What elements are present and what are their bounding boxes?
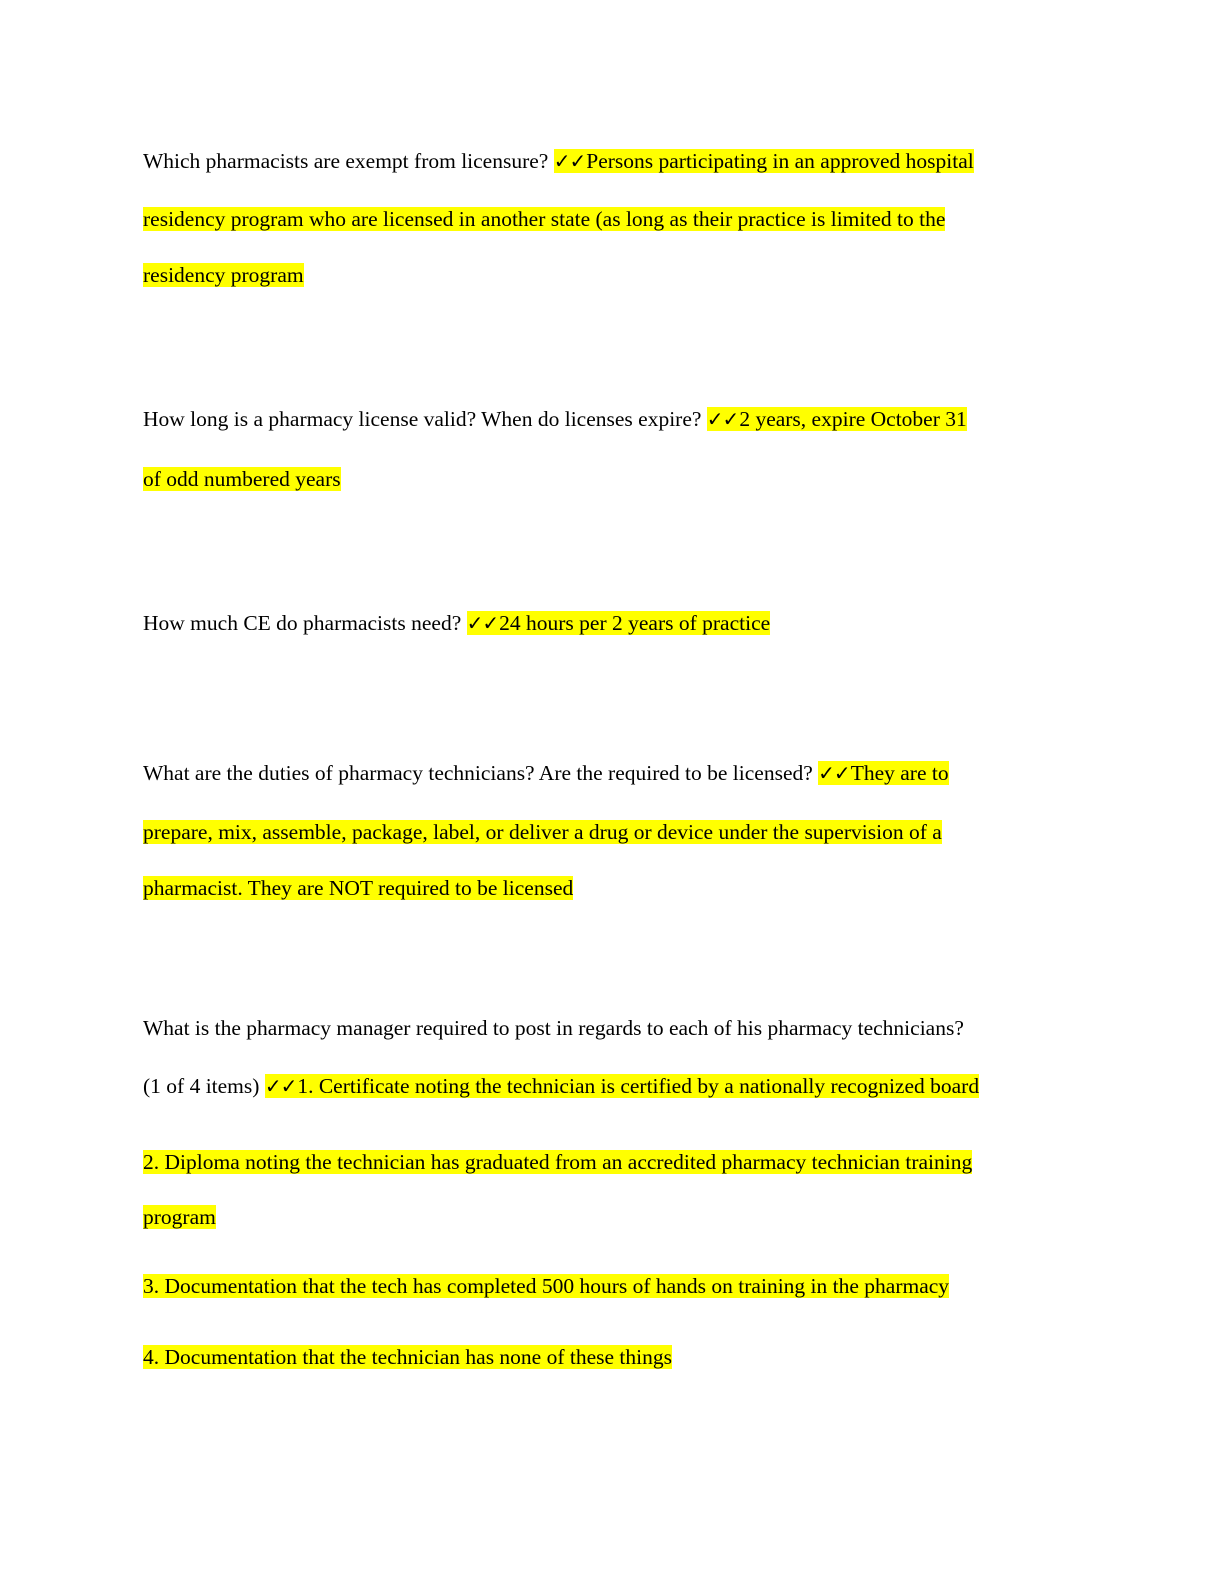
answer-text: 24 hours per 2 years of practice <box>499 611 771 635</box>
qa-3-line-1 <box>143 608 770 638</box>
answer-text: 4. Documentation that the technician has none of these things <box>143 1345 672 1369</box>
answer-text: prepare, mix, assemble, package, label, or deliver a drug or device under the supervision of a <box>143 820 942 844</box>
qa-1-line-2 <box>143 204 945 234</box>
question-text: Which pharmacists are exempt from licensure? <box>143 149 549 173</box>
qa-5-line-4 <box>143 1202 216 1232</box>
qa-5-line-2 <box>143 1071 979 1101</box>
qa-1-line-1 <box>143 146 974 176</box>
answer-text: 1. Certificate noting the technician is certified by a nationally recognized board <box>297 1074 980 1098</box>
answer-text: of odd numbered years <box>143 467 341 491</box>
question-text: What is the pharmacy manager required to post in regards to each of his pharmacy technicians? <box>143 1016 964 1040</box>
check-mark-icon: ✓✓ <box>466 611 499 635</box>
answer-text: They are to <box>850 761 949 785</box>
qa-1-line-3 <box>143 260 304 290</box>
answer-text: residency program <box>143 263 304 287</box>
qa-2-line-2 <box>143 464 341 494</box>
answer-text: 2 years, expire October 31 <box>739 407 967 431</box>
question-text: What are the duties of pharmacy technicians? Are the required to be licensed? <box>143 761 813 785</box>
check-mark-icon: ✓✓ <box>264 1074 297 1098</box>
answer-text: 3. Documentation that the tech has completed 500 hours of hands on training in the pharmacy <box>143 1274 950 1298</box>
check-mark-icon: ✓✓ <box>553 149 586 173</box>
qa-2-line-1 <box>143 404 967 434</box>
qa-4-line-1 <box>143 758 949 788</box>
check-mark-icon: ✓✓ <box>818 761 850 785</box>
qa-5-line-1 <box>143 1013 964 1043</box>
qa-4-line-3 <box>143 873 573 903</box>
answer-text: pharmacist. They are NOT required to be licensed <box>143 876 574 900</box>
qa-5-line-3 <box>143 1147 972 1177</box>
qa-4-line-2 <box>143 817 942 847</box>
qa-5-line-5 <box>143 1271 949 1301</box>
question-text: (1 of 4 items) <box>143 1074 260 1098</box>
qa-5-line-6 <box>143 1342 672 1372</box>
answer-text: residency program who are licensed in another state (as long as their practice is limited to the <box>143 207 946 231</box>
question-text: How long is a pharmacy license valid? When do licenses expire? <box>143 407 702 431</box>
answer-text: program <box>143 1205 216 1229</box>
answer-text: 2. Diploma noting the technician has graduated from an accredited pharmacy technician training <box>143 1150 973 1174</box>
check-mark-icon: ✓✓ <box>706 407 739 431</box>
question-text: How much CE do pharmacists need? <box>143 611 462 635</box>
answer-text: Persons participating in an approved hospital <box>586 149 974 173</box>
